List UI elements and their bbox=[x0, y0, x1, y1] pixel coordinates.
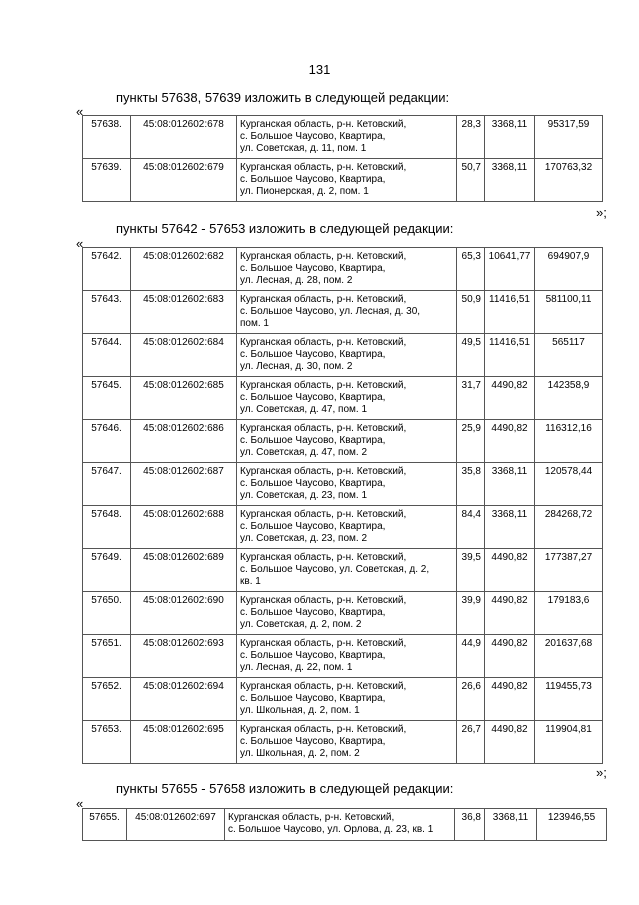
cadastral-value-cell: 119904,81 bbox=[535, 721, 603, 764]
record-number-cell: 57646. bbox=[83, 420, 131, 463]
cadastral-number-cell: 45:08:012602:693 bbox=[131, 635, 237, 678]
unit-price-cell: 10641,77 bbox=[485, 248, 535, 291]
unit-price-cell: 4490,82 bbox=[485, 635, 535, 678]
cadastral-number-cell: 45:08:012602:684 bbox=[131, 334, 237, 377]
address-cell bbox=[237, 334, 457, 377]
table-row bbox=[83, 463, 603, 506]
table-row bbox=[83, 549, 603, 592]
area-cell: 26,6 bbox=[457, 678, 485, 721]
address-cell bbox=[237, 420, 457, 463]
address-line: ул. Советская, д. 2, пом. 2 bbox=[240, 619, 362, 630]
record-number-cell: 57644. bbox=[83, 334, 131, 377]
cadastral-value-cell: 170763,32 bbox=[535, 159, 603, 202]
address-line: Курганская область, р-н. Кетовский, bbox=[240, 724, 407, 735]
address-cell bbox=[225, 809, 455, 841]
cadastral-number-cell: 45:08:012602:682 bbox=[131, 248, 237, 291]
unit-price-cell: 11416,51 bbox=[485, 291, 535, 334]
address-line: Курганская область, р-н. Кетовский, bbox=[240, 380, 407, 391]
section-heading: пункты 57642 - 57653 изложить в следующей редакции: bbox=[116, 221, 454, 236]
record-number-cell: 57638. bbox=[83, 116, 131, 159]
address-line: Курганская область, р-н. Кетовский, bbox=[240, 466, 407, 477]
table-row bbox=[83, 248, 603, 291]
cadastral-value-cell: 119455,73 bbox=[535, 678, 603, 721]
address-line: Курганская область, р-н. Кетовский, bbox=[240, 251, 407, 262]
cadastral-number-cell: 45:08:012602:685 bbox=[131, 377, 237, 420]
unit-price-cell: 4490,82 bbox=[485, 721, 535, 764]
record-number-cell: 57655. bbox=[83, 809, 127, 841]
address-line: ул. Советская, д. 47, пом. 1 bbox=[240, 404, 368, 415]
address-line: пом. 1 bbox=[240, 318, 269, 329]
address-line: с. Большое Чаусово, Квартира, bbox=[240, 174, 386, 185]
address-line: Курганская область, р-н. Кетовский, bbox=[240, 638, 407, 649]
address-line: ул. Лесная, д. 30, пом. 2 bbox=[240, 361, 353, 372]
cadastral-value-cell: 581100,11 bbox=[535, 291, 603, 334]
record-number-cell: 57643. bbox=[83, 291, 131, 334]
unit-price-cell: 3368,11 bbox=[485, 506, 535, 549]
address-line: с. Большое Чаусово, ул. Орлова, д. 23, кв. 1 bbox=[228, 824, 434, 835]
area-cell: 31,7 bbox=[457, 377, 485, 420]
address-cell bbox=[237, 721, 457, 764]
address-line: ул. Советская, д. 11, пом. 1 bbox=[240, 143, 367, 154]
cadastral-value-cell: 142358,9 bbox=[535, 377, 603, 420]
address-line: с. Большое Чаусово, Квартира, bbox=[240, 263, 386, 274]
address-line: с. Большое Чаусово, Квартира, bbox=[240, 435, 386, 446]
area-cell: 39,5 bbox=[457, 549, 485, 592]
address-line: с. Большое Чаусово, Квартира, bbox=[240, 478, 386, 489]
table-row bbox=[83, 420, 603, 463]
record-number-cell: 57639. bbox=[83, 159, 131, 202]
address-cell bbox=[237, 377, 457, 420]
address-cell bbox=[237, 549, 457, 592]
area-cell: 84,4 bbox=[457, 506, 485, 549]
table-row bbox=[83, 678, 603, 721]
record-number-cell: 57647. bbox=[83, 463, 131, 506]
address-line: с. Большое Чаусово, Квартира, bbox=[240, 392, 386, 403]
address-line: Курганская область, р-н. Кетовский, bbox=[240, 552, 407, 563]
address-line: ул. Советская, д. 47, пом. 2 bbox=[240, 447, 368, 458]
cadastral-value-cell: 120578,44 bbox=[535, 463, 603, 506]
address-line: с. Большое Чаусово, ул. Советская, д. 2, bbox=[240, 564, 430, 575]
record-number-cell: 57642. bbox=[83, 248, 131, 291]
address-line: с. Большое Чаусово, Квартира, bbox=[240, 736, 386, 747]
unit-price-cell: 4490,82 bbox=[485, 549, 535, 592]
table-row bbox=[83, 506, 603, 549]
area-cell: 49,5 bbox=[457, 334, 485, 377]
address-line: с. Большое Чаусово, Квартира, bbox=[240, 521, 386, 532]
table-row bbox=[83, 635, 603, 678]
cadastral-value-cell: 179183,6 bbox=[535, 592, 603, 635]
record-number-cell: 57648. bbox=[83, 506, 131, 549]
record-number-cell: 57645. bbox=[83, 377, 131, 420]
cadastral-value-cell: 565117 bbox=[535, 334, 603, 377]
records-table bbox=[82, 808, 607, 841]
cadastral-number-cell: 45:08:012602:687 bbox=[131, 463, 237, 506]
address-line: Курганская область, р-н. Кетовский, bbox=[240, 595, 407, 606]
area-cell: 26,7 bbox=[457, 721, 485, 764]
unit-price-cell: 4490,82 bbox=[485, 420, 535, 463]
address-line: с. Большое Чаусово, Квартира, bbox=[240, 607, 386, 618]
address-cell bbox=[237, 159, 457, 202]
open-quote: « bbox=[76, 104, 84, 119]
unit-price-cell: 4490,82 bbox=[485, 678, 535, 721]
cadastral-value-cell: 177387,27 bbox=[535, 549, 603, 592]
unit-price-cell: 3368,11 bbox=[485, 159, 535, 202]
record-number-cell: 57653. bbox=[83, 721, 131, 764]
record-number-cell: 57650. bbox=[83, 592, 131, 635]
unit-price-cell: 4490,82 bbox=[485, 592, 535, 635]
address-line: Курганская область, р-н. Кетовский, bbox=[240, 681, 407, 692]
address-line: Курганская область, р-н. Кетовский, bbox=[240, 162, 407, 173]
area-cell: 39,9 bbox=[457, 592, 485, 635]
address-line: ул. Лесная, д. 28, пом. 2 bbox=[240, 275, 353, 286]
table-row bbox=[83, 159, 603, 202]
unit-price-cell: 11416,51 bbox=[485, 334, 535, 377]
cadastral-number-cell: 45:08:012602:690 bbox=[131, 592, 237, 635]
address-line: ул. Школьная, д. 2, пом. 1 bbox=[240, 705, 360, 716]
address-cell bbox=[237, 116, 457, 159]
area-cell: 28,3 bbox=[457, 116, 485, 159]
cadastral-value-cell: 201637,68 bbox=[535, 635, 603, 678]
address-line: ул. Школьная, д. 2, пом. 2 bbox=[240, 748, 360, 759]
unit-price-cell: 3368,11 bbox=[485, 463, 535, 506]
unit-price-cell: 3368,11 bbox=[485, 809, 537, 841]
address-line: ул. Советская, д. 23, пом. 2 bbox=[240, 533, 368, 544]
cadastral-number-cell: 45:08:012602:694 bbox=[131, 678, 237, 721]
area-cell: 50,9 bbox=[457, 291, 485, 334]
area-cell: 25,9 bbox=[457, 420, 485, 463]
records-table bbox=[82, 247, 603, 764]
cadastral-number-cell: 45:08:012602:686 bbox=[131, 420, 237, 463]
cadastral-number-cell: 45:08:012602:697 bbox=[127, 809, 225, 841]
record-number-cell: 57649. bbox=[83, 549, 131, 592]
address-line: кв. 1 bbox=[240, 576, 261, 587]
open-quote: « bbox=[76, 796, 84, 811]
address-line: ул. Лесная, д. 22, пом. 1 bbox=[240, 662, 353, 673]
records-table bbox=[82, 115, 603, 202]
address-line: ул. Советская, д. 23, пом. 1 bbox=[240, 490, 368, 501]
cadastral-value-cell: 123946,55 bbox=[537, 809, 607, 841]
cadastral-value-cell: 284268,72 bbox=[535, 506, 603, 549]
cadastral-number-cell: 45:08:012602:695 bbox=[131, 721, 237, 764]
record-number-cell: 57652. bbox=[83, 678, 131, 721]
address-line: Курганская область, р-н. Кетовский, bbox=[240, 509, 407, 520]
page-number: 131 bbox=[308, 62, 331, 77]
address-cell bbox=[237, 506, 457, 549]
address-line: с. Большое Чаусово, Квартира, bbox=[240, 349, 386, 360]
table-row bbox=[83, 809, 607, 841]
table-row bbox=[83, 721, 603, 764]
area-cell: 65,3 bbox=[457, 248, 485, 291]
unit-price-cell: 4490,82 bbox=[485, 377, 535, 420]
address-cell bbox=[237, 248, 457, 291]
address-line: Курганская область, р-н. Кетовский, bbox=[240, 423, 407, 434]
section-heading: пункты 57638, 57639 изложить в следующей редакции: bbox=[116, 90, 450, 105]
area-cell: 36,8 bbox=[455, 809, 485, 841]
table-row bbox=[83, 291, 603, 334]
table-row bbox=[83, 377, 603, 420]
address-line: ул. Пионерская, д. 2, пом. 1 bbox=[240, 186, 369, 197]
table-row bbox=[83, 116, 603, 159]
cadastral-number-cell: 45:08:012602:689 bbox=[131, 549, 237, 592]
close-quote: »; bbox=[596, 765, 607, 780]
table-row bbox=[83, 592, 603, 635]
address-line: Курганская область, р-н. Кетовский, bbox=[228, 812, 395, 823]
address-cell bbox=[237, 678, 457, 721]
address-line: с. Большое Чаусово, Квартира, bbox=[240, 650, 386, 661]
unit-price-cell: 3368,11 bbox=[485, 116, 535, 159]
address-line: Курганская область, р-н. Кетовский, bbox=[240, 294, 407, 305]
record-number-cell: 57651. bbox=[83, 635, 131, 678]
area-cell: 44,9 bbox=[457, 635, 485, 678]
close-quote: »; bbox=[596, 205, 607, 220]
cadastral-number-cell: 45:08:012602:679 bbox=[131, 159, 237, 202]
table-row bbox=[83, 334, 603, 377]
area-cell: 35,8 bbox=[457, 463, 485, 506]
cadastral-number-cell: 45:08:012602:678 bbox=[131, 116, 237, 159]
address-line: Курганская область, р-н. Кетовский, bbox=[240, 119, 407, 130]
address-cell bbox=[237, 635, 457, 678]
address-line: Курганская область, р-н. Кетовский, bbox=[240, 337, 407, 348]
cadastral-value-cell: 116312,16 bbox=[535, 420, 603, 463]
open-quote: « bbox=[76, 236, 84, 251]
section-heading: пункты 57655 - 57658 изложить в следующей редакции: bbox=[116, 781, 454, 796]
address-cell bbox=[237, 592, 457, 635]
address-line: с. Большое Чаусово, Квартира, bbox=[240, 693, 386, 704]
address-cell bbox=[237, 463, 457, 506]
cadastral-number-cell: 45:08:012602:683 bbox=[131, 291, 237, 334]
address-line: с. Большое Чаусово, ул. Лесная, д. 30, bbox=[240, 306, 421, 317]
cadastral-value-cell: 95317,59 bbox=[535, 116, 603, 159]
cadastral-number-cell: 45:08:012602:688 bbox=[131, 506, 237, 549]
area-cell: 50,7 bbox=[457, 159, 485, 202]
address-cell bbox=[237, 291, 457, 334]
address-line: с. Большое Чаусово, Квартира, bbox=[240, 131, 386, 142]
cadastral-value-cell: 694907,9 bbox=[535, 248, 603, 291]
